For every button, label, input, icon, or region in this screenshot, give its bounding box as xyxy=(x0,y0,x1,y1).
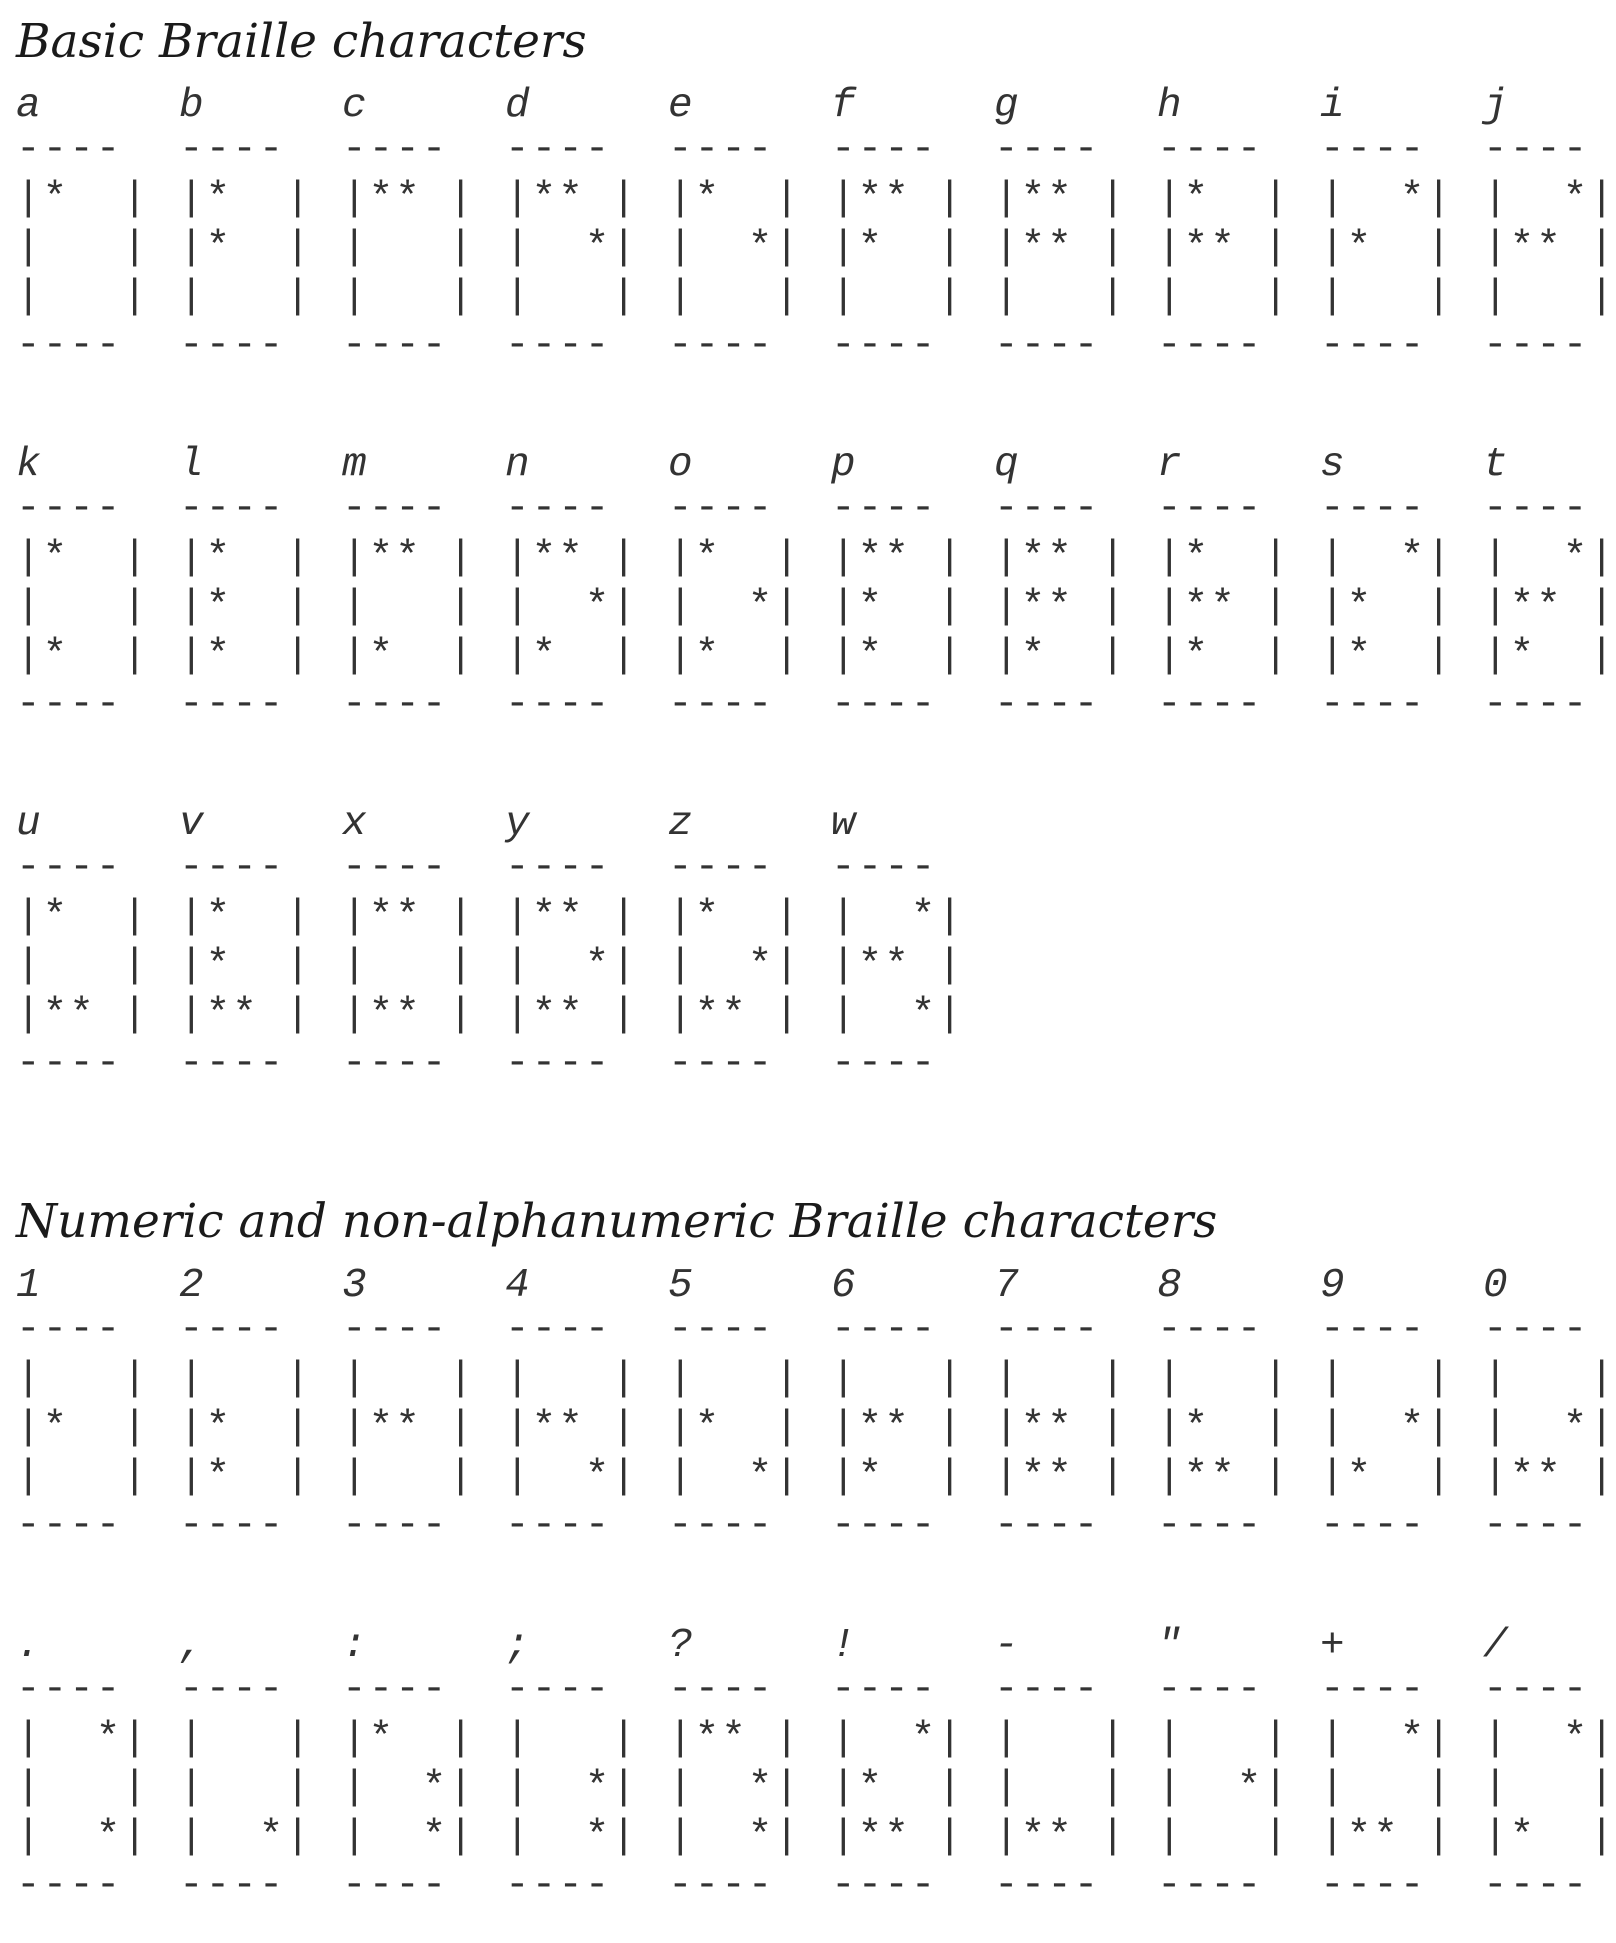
braille-row-a-to-j xyxy=(16,83,1616,386)
braille-pattern: ---- |* | |* | | | ---- xyxy=(179,127,313,369)
braille-pattern: ---- | *| |** | |* | ---- xyxy=(1483,486,1616,728)
braille-pattern: ---- | | | *| |** | ---- xyxy=(1483,1307,1616,1549)
braille-cell-l xyxy=(179,442,313,745)
braille-pattern: ---- |* | | | |** | ---- xyxy=(16,845,150,1087)
cell-label: d xyxy=(505,83,530,129)
braille-pattern: ---- |** | | | |* | ---- xyxy=(342,486,476,728)
braille-cell-3 xyxy=(342,1263,476,1566)
braille-pattern: ---- |** | | *| | | ---- xyxy=(505,127,639,369)
braille-cell-v xyxy=(179,801,313,1104)
cell-label: 8 xyxy=(1157,1263,1182,1309)
braille-pattern: ---- |* | | | | | ---- xyxy=(16,127,150,369)
section-title-numeric: Numeric and non-alphanumeric Braille characters xyxy=(16,1194,1218,1249)
cell-label: / xyxy=(1483,1623,1508,1669)
cell-label: 5 xyxy=(668,1263,693,1309)
braille-pattern: ---- | | | *| |* | ---- xyxy=(1320,1307,1454,1549)
braille-cell-h xyxy=(1157,83,1291,386)
braille-pattern: ---- |* | | *| | | ---- xyxy=(668,127,802,369)
braille-cell-x xyxy=(342,801,476,1104)
braille-cell-question-mark xyxy=(668,1623,802,1926)
cell-label: x xyxy=(342,801,367,847)
braille-pattern: ---- | | | *| | | ---- xyxy=(1157,1667,1291,1909)
braille-pattern: ---- |* | |* | |** | ---- xyxy=(179,845,313,1087)
section-title-basic: Basic Braille characters xyxy=(16,14,587,69)
braille-cell-period xyxy=(16,1623,150,1926)
braille-cell-n xyxy=(505,442,639,745)
braille-cell-hyphen xyxy=(994,1623,1128,1926)
cell-label: f xyxy=(831,83,856,129)
braille-cell-b xyxy=(179,83,313,386)
cell-label: o xyxy=(668,442,693,488)
braille-cell-plus xyxy=(1320,1623,1454,1926)
braille-pattern: ---- |* | | | |* | ---- xyxy=(16,486,150,728)
braille-pattern: ---- | *| |* | | | ---- xyxy=(1320,127,1454,369)
braille-cell-j xyxy=(1483,83,1616,386)
braille-pattern: ---- |* | |** | | | ---- xyxy=(1157,127,1291,369)
braille-cell-semicolon xyxy=(505,1623,639,1926)
braille-pattern: ---- | *| |* | |** | ---- xyxy=(831,1667,965,1909)
braille-cell-i xyxy=(1320,83,1454,386)
braille-pattern: ---- |** | |* | | | ---- xyxy=(831,127,965,369)
braille-cell-m xyxy=(342,442,476,745)
braille-cell-0 xyxy=(1483,1263,1616,1566)
braille-cell-4 xyxy=(505,1263,639,1566)
braille-pattern: ---- |* | | *| |* | ---- xyxy=(668,486,802,728)
braille-pattern: ---- |** | | | | | ---- xyxy=(342,127,476,369)
braille-pattern: ---- |** | | *| | *| ---- xyxy=(668,1667,802,1909)
braille-pattern: ---- | *| | | |* | ---- xyxy=(1483,1667,1616,1909)
braille-pattern: ---- | | | *| | *| ---- xyxy=(505,1667,639,1909)
braille-pattern: ---- |* | |** | |* | ---- xyxy=(1157,486,1291,728)
braille-pattern: ---- | | |* | |** | ---- xyxy=(1157,1307,1291,1549)
cell-label: 9 xyxy=(1320,1263,1345,1309)
cell-label: k xyxy=(16,442,41,488)
braille-pattern: ---- |** | |* | |* | ---- xyxy=(831,486,965,728)
braille-pattern: ---- | | |** | |* | ---- xyxy=(831,1307,965,1549)
cell-label: 6 xyxy=(831,1263,856,1309)
braille-pattern: ---- |* | | *| | *| ---- xyxy=(342,1667,476,1909)
cell-label: " xyxy=(1157,1623,1182,1669)
braille-cell-7 xyxy=(994,1263,1128,1566)
braille-cell-w xyxy=(831,801,965,1104)
braille-cell-g xyxy=(994,83,1128,386)
braille-pattern: ---- |* | | *| |** | ---- xyxy=(668,845,802,1087)
braille-cell-9 xyxy=(1320,1263,1454,1566)
cell-label: i xyxy=(1320,83,1345,129)
braille-cell-r xyxy=(1157,442,1291,745)
braille-pattern: ---- |** | | *| |** | ---- xyxy=(505,845,639,1087)
braille-pattern: ---- | *| | | | *| ---- xyxy=(16,1667,150,1909)
cell-label: r xyxy=(1157,442,1182,488)
braille-cell-c xyxy=(342,83,476,386)
cell-label: 1 xyxy=(16,1263,41,1309)
cell-label: 3 xyxy=(342,1263,367,1309)
braille-cell-6 xyxy=(831,1263,965,1566)
cell-label: g xyxy=(994,83,1019,129)
cell-label: y xyxy=(505,801,530,847)
braille-cell-q xyxy=(994,442,1128,745)
braille-cell-5 xyxy=(668,1263,802,1566)
cell-label: s xyxy=(1320,442,1345,488)
cell-label: , xyxy=(179,1623,204,1669)
cell-label: m xyxy=(342,442,367,488)
cell-label: z xyxy=(668,801,693,847)
braille-pattern: ---- | *| |** | | *| ---- xyxy=(831,845,965,1087)
cell-label: a xyxy=(16,83,41,129)
braille-cell-a xyxy=(16,83,150,386)
braille-row-punctuation xyxy=(16,1623,1616,1926)
braille-pattern: ---- | *| |* | |* | ---- xyxy=(1320,486,1454,728)
braille-pattern: ---- |** | |** | |* | ---- xyxy=(994,486,1128,728)
cell-label: + xyxy=(1320,1623,1345,1669)
braille-cell-slash xyxy=(1483,1623,1616,1926)
braille-pattern: ---- | | |** | |** | ---- xyxy=(994,1307,1128,1549)
cell-label: 4 xyxy=(505,1263,530,1309)
braille-cell-p xyxy=(831,442,965,745)
braille-cell-colon xyxy=(342,1623,476,1926)
cell-label: . xyxy=(16,1623,41,1669)
cell-label: - xyxy=(994,1623,1019,1669)
cell-label: ? xyxy=(668,1623,693,1669)
braille-pattern: ---- | | | | |** | ---- xyxy=(994,1667,1128,1909)
braille-cell-comma xyxy=(179,1623,313,1926)
braille-cell-exclamation xyxy=(831,1623,965,1926)
braille-cell-e xyxy=(668,83,802,386)
cell-label: j xyxy=(1483,83,1508,129)
cell-label: u xyxy=(16,801,41,847)
cell-label: t xyxy=(1483,442,1508,488)
cell-label: q xyxy=(994,442,1019,488)
braille-cell-y xyxy=(505,801,639,1104)
braille-pattern: ---- | *| |** | | | ---- xyxy=(1483,127,1616,369)
cell-label: e xyxy=(668,83,693,129)
cell-label: l xyxy=(179,442,204,488)
braille-row-digits xyxy=(16,1263,1616,1566)
cell-label: v xyxy=(179,801,204,847)
braille-pattern: ---- | *| | | |** | ---- xyxy=(1320,1667,1454,1909)
cell-label: w xyxy=(831,801,856,847)
braille-pattern: ---- | | |* | | *| ---- xyxy=(668,1307,802,1549)
cell-label: n xyxy=(505,442,530,488)
braille-cell-f xyxy=(831,83,965,386)
cell-label: 2 xyxy=(179,1263,204,1309)
braille-cell-d xyxy=(505,83,639,386)
braille-cell-o xyxy=(668,442,802,745)
braille-pattern: ---- | | |* | |* | ---- xyxy=(179,1307,313,1549)
braille-row-u-to-w xyxy=(16,801,1616,1104)
braille-pattern: ---- |** | | *| |* | ---- xyxy=(505,486,639,728)
cell-label: h xyxy=(1157,83,1182,129)
braille-cell-u xyxy=(16,801,150,1104)
cell-label: : xyxy=(342,1623,367,1669)
braille-cell-k xyxy=(16,442,150,745)
cell-label: p xyxy=(831,442,856,488)
braille-cell-t xyxy=(1483,442,1616,745)
braille-pattern: ---- |* | |* | |* | ---- xyxy=(179,486,313,728)
braille-pattern: ---- | | |* | | | ---- xyxy=(16,1307,150,1549)
braille-pattern: ---- |** | |** | | | ---- xyxy=(994,127,1128,369)
cell-label: ! xyxy=(831,1623,856,1669)
braille-pattern: ---- |** | | | |** | ---- xyxy=(342,845,476,1087)
cell-label: ; xyxy=(505,1623,530,1669)
cell-label: c xyxy=(342,83,367,129)
braille-pattern: ---- | | | | | *| ---- xyxy=(179,1667,313,1909)
braille-cell-1 xyxy=(16,1263,150,1566)
braille-pattern: ---- | | |** | | | ---- xyxy=(342,1307,476,1549)
cell-label: b xyxy=(179,83,204,129)
braille-row-k-to-t xyxy=(16,442,1616,745)
cell-label: 0 xyxy=(1483,1263,1508,1309)
braille-cell-z xyxy=(668,801,802,1104)
braille-pattern: ---- | | |** | | *| ---- xyxy=(505,1307,639,1549)
braille-cell-8 xyxy=(1157,1263,1291,1566)
braille-cell-quote xyxy=(1157,1623,1291,1926)
braille-cell-2 xyxy=(179,1263,313,1566)
braille-cell-s xyxy=(1320,442,1454,745)
cell-label: 7 xyxy=(994,1263,1019,1309)
